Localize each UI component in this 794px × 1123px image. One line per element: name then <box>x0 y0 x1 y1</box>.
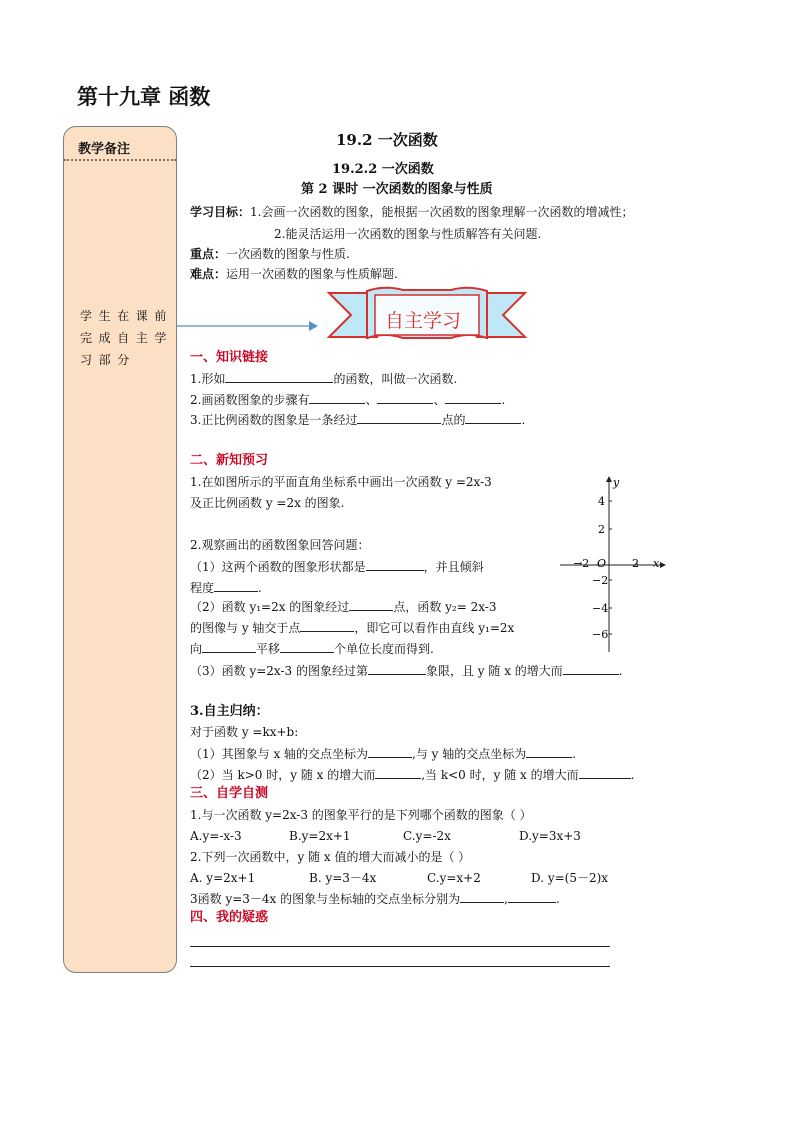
heading-my-doubts: 四、我的疑惑 <box>190 910 269 925</box>
key-point <box>190 246 350 262</box>
question-1-3: 3.正比例函数的图象是一条经过 点的 . <box>190 413 526 427</box>
goals-label: 学习目标： <box>190 205 251 219</box>
answer-line[interactable] <box>190 946 610 947</box>
learning-goals <box>190 204 633 220</box>
summary-intro: 对于函数 y =kx+b: <box>190 725 299 739</box>
sidebar-note-line: 习部分 <box>80 353 136 367</box>
answer-line[interactable] <box>190 966 610 967</box>
lesson-title: 第 2 课时 一次函数的图象与性质 <box>301 182 493 197</box>
question-2-1-line-2: 及正比例函数 y =2x 的图象. <box>190 496 345 510</box>
key-point-text: 一次函数的图象与性质. <box>226 247 350 261</box>
question-2-2-1b: 程度 . <box>190 581 262 595</box>
heading-summary: 3.自主归纳： <box>190 704 269 719</box>
summary-line-1: （1）其图象与 x 轴的交点坐标为 ,与 y 轴的交点坐标为 . <box>190 747 577 761</box>
key-point-label: 重点： <box>190 247 227 261</box>
question-2-2-2a: （2）函数 y₁=2x 的图象经过 点，函数 y₂= 2x-3 <box>190 600 497 614</box>
blank-field[interactable] <box>460 890 504 903</box>
question-2-2-2c: 向 平移 个单位长度而得到. <box>190 642 434 656</box>
banner-text: 自主学习 <box>385 310 462 332</box>
question-2-2-2b: 的图像与 y 轴交于点 ，即它可以看作由直线 y₁=2x <box>190 621 515 635</box>
blank-field[interactable] <box>375 766 421 779</box>
blank-field[interactable] <box>225 370 333 383</box>
self-test-q1-option[interactable]: A.y=-x-3 <box>190 829 242 843</box>
goals-line-1: 1.会画一次函数的图象，能根据一次函数的图象理解一次函数的增减性； <box>250 205 634 219</box>
y-tick-label: 2 <box>598 523 605 536</box>
y-tick-label: −4 <box>592 602 609 615</box>
blank-field[interactable] <box>526 745 572 758</box>
blank-field[interactable] <box>202 640 256 653</box>
blank-field[interactable] <box>214 579 258 592</box>
blank-field[interactable] <box>563 662 619 675</box>
difficulty <box>190 266 398 282</box>
x-tick-label: 2 <box>632 557 639 570</box>
summary-line-2: （2）当 k>0 时，y 随 x 的增大而 ,当 k<0 时，y 随 x 的增大而 . <box>190 768 635 782</box>
difficulty-label: 难点： <box>190 267 227 281</box>
self-test-q1-option[interactable]: B.y=2x+1 <box>289 829 351 843</box>
blank-field[interactable] <box>357 411 441 424</box>
sidebar-notes <box>63 126 177 973</box>
blank-field[interactable] <box>349 598 393 611</box>
y-tick-label: −6 <box>592 628 609 641</box>
blank-field[interactable] <box>366 558 424 571</box>
origin-label: O <box>597 557 607 570</box>
coordinate-plane <box>556 474 668 660</box>
heading-preview: 二、新知预习 <box>190 453 269 468</box>
blank-field[interactable] <box>508 890 556 903</box>
blank-field[interactable] <box>368 745 412 758</box>
sidebar-header <box>64 127 176 161</box>
y-tick-label: −2 <box>592 574 609 587</box>
blank-field[interactable] <box>465 411 521 424</box>
self-test-q2-option[interactable]: C.y=x+2 <box>427 871 481 885</box>
x-tick-label: −2 <box>573 557 590 570</box>
self-test-q2-option[interactable]: A. y=2x+1 <box>190 871 256 885</box>
sidebar-title: 教学备注 <box>78 142 131 157</box>
difficulty-text: 运用一次函数的图象与性质解题. <box>226 267 398 281</box>
self-test-q1: 1.与一次函数 y=2x-3 的图象平行的是下列哪个函数的图象（ ） <box>190 808 532 822</box>
question-2-1-line-1: 1.在如图所示的平面直角坐标系中画出一次函数 y =2x-3 <box>190 475 492 489</box>
blank-field[interactable] <box>579 766 631 779</box>
blank-field[interactable] <box>280 640 334 653</box>
self-test-q1-option[interactable]: C.y=-2x <box>403 829 451 843</box>
subsection-title: 19.2.2 一次函数 <box>332 162 434 177</box>
pointer-arrow <box>175 318 320 334</box>
goals-line-2: 2.能灵活运用一次函数的图象与性质解答有关问题. <box>274 227 542 241</box>
section-title: 19.2 一次函数 <box>336 131 438 149</box>
self-test-q2-option[interactable]: D. y=(5－2)x <box>531 871 609 885</box>
question-2-2-3: （3）函数 y=2x-3 的图象经过第 象限，且 y 随 x 的增大而 . <box>190 664 623 678</box>
heading-self-test: 三、自学自测 <box>190 786 269 801</box>
blank-field[interactable] <box>300 619 354 632</box>
blank-field[interactable] <box>309 391 365 404</box>
y-axis-label: y <box>613 476 620 489</box>
x-axis-label: x <box>653 557 660 570</box>
self-test-q2: 2.下列一次函数中，y 随 x 值的增大而减小的是（ ） <box>190 850 471 864</box>
question-2-2-1a: （1）这两个函数的图象形状都是 ，并且倾斜 <box>190 560 484 574</box>
blank-field[interactable] <box>377 391 433 404</box>
question-1-1: 1.形如 的函数，叫做一次函数. <box>190 372 458 386</box>
question-1-2: 2.画函数图象的步骤有 、 、 . <box>190 393 506 407</box>
blank-field[interactable] <box>368 662 426 675</box>
self-test-q3: 3函数 y=3－4x 的图象与坐标轴的交点坐标分别为 , . <box>190 892 560 906</box>
heading-knowledge-link: 一、知识链接 <box>190 350 269 365</box>
sidebar-note-line: 学生在课前 <box>80 309 174 323</box>
self-test-q2-option[interactable]: B. y=3－4x <box>309 871 377 885</box>
sidebar-note-line: 完成自主学 <box>80 331 174 345</box>
self-test-q1-option[interactable]: D.y=3x+3 <box>519 829 581 843</box>
chapter-title: 第十九章 函数 <box>77 85 211 109</box>
blank-field[interactable] <box>445 391 501 404</box>
y-tick-label: 4 <box>598 495 605 508</box>
question-2-2-intro: 2.观察画出的函数图象回答问题： <box>190 538 370 552</box>
